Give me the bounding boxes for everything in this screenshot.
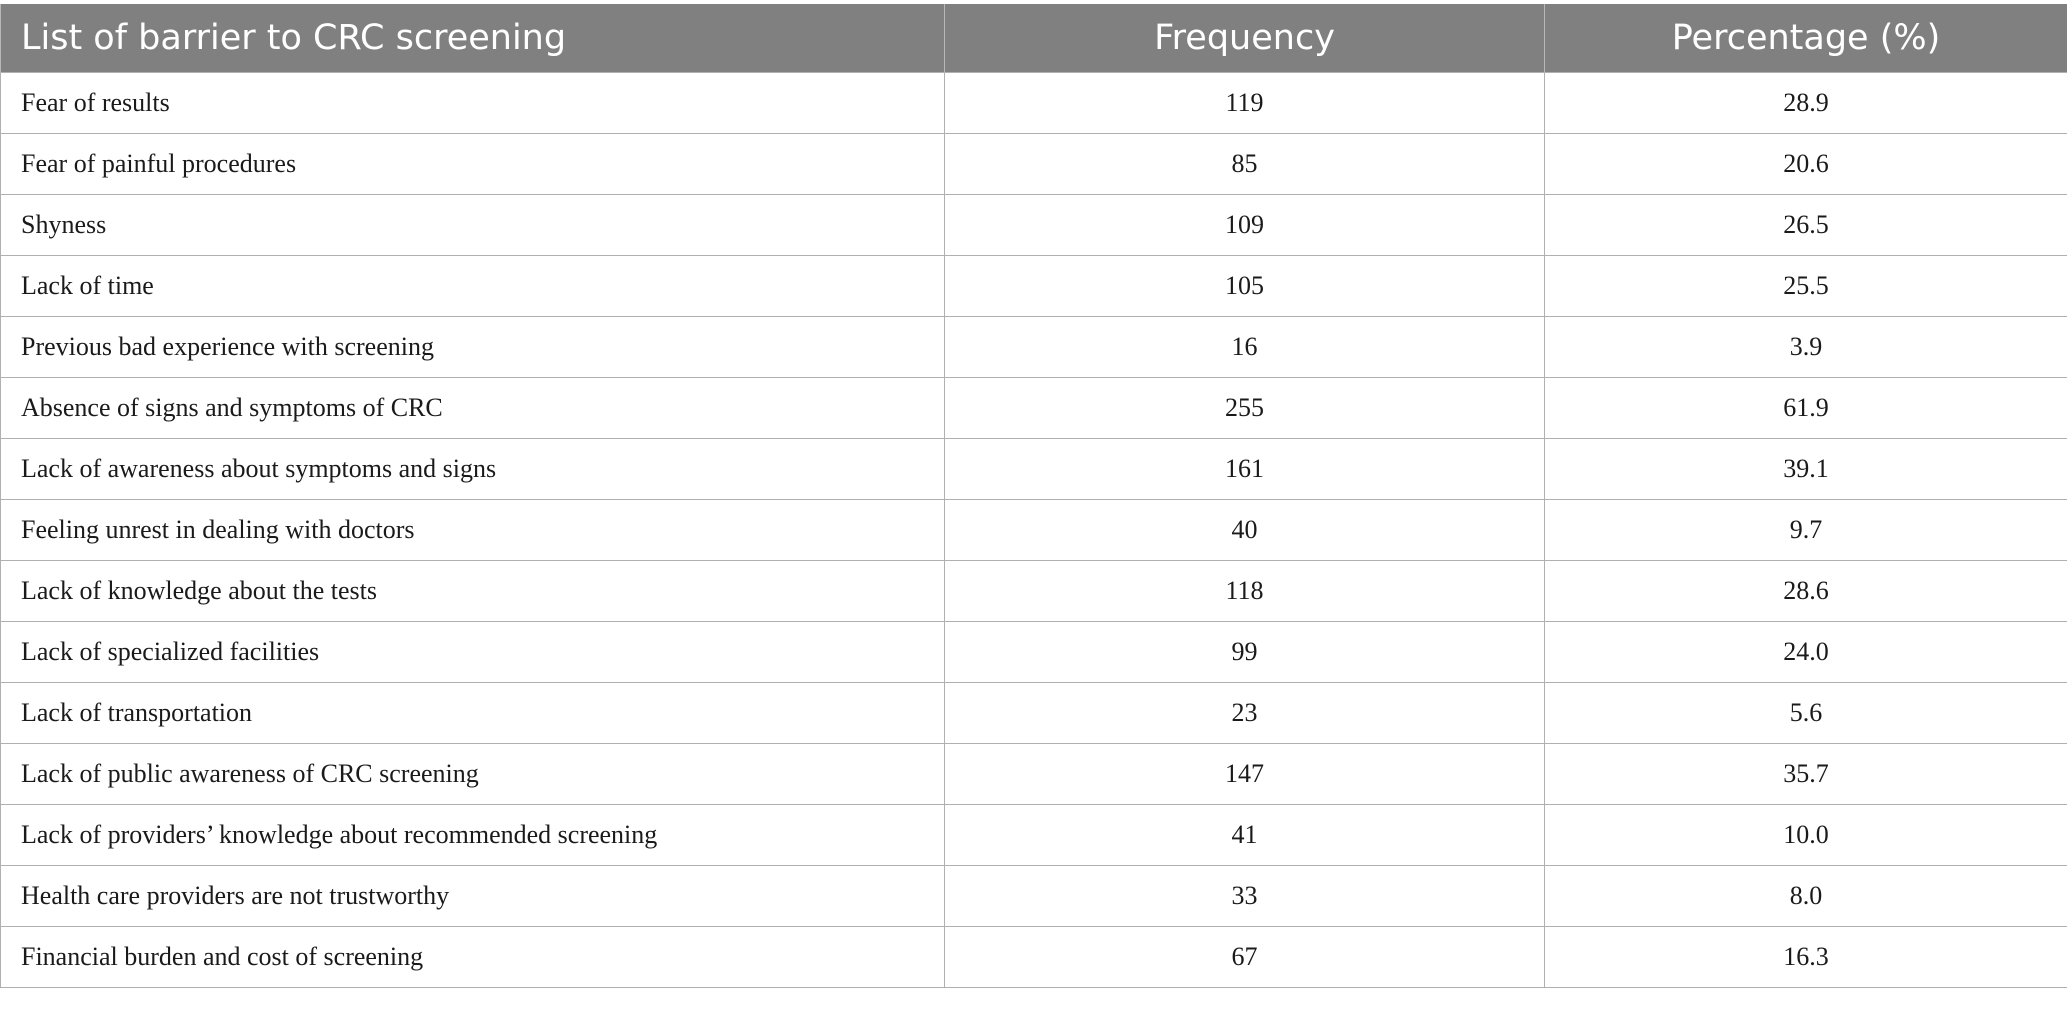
table-row xyxy=(1,866,2067,927)
frequency-cell: 41 xyxy=(945,805,1545,866)
table-row xyxy=(1,317,2067,378)
frequency-cell: 105 xyxy=(945,256,1545,317)
barriers-table xyxy=(0,4,2067,988)
barrier-cell: Lack of specialized facilities xyxy=(1,622,945,683)
frequency-cell: 119 xyxy=(945,73,1545,134)
barrier-cell: Shyness xyxy=(1,195,945,256)
barrier-cell: Absence of signs and symptoms of CRC xyxy=(1,378,945,439)
percentage-cell: 35.7 xyxy=(1545,744,2067,805)
percentage-cell: 28.6 xyxy=(1545,561,2067,622)
table-row xyxy=(1,744,2067,805)
percentage-cell: 28.9 xyxy=(1545,73,2067,134)
frequency-cell: 118 xyxy=(945,561,1545,622)
frequency-cell: 40 xyxy=(945,500,1545,561)
barrier-cell: Feeling unrest in dealing with doctors xyxy=(1,500,945,561)
barrier-cell: Lack of knowledge about the tests xyxy=(1,561,945,622)
frequency-cell: 67 xyxy=(945,927,1545,988)
table-row xyxy=(1,378,2067,439)
percentage-cell: 16.3 xyxy=(1545,927,2067,988)
table-row xyxy=(1,622,2067,683)
header-row xyxy=(1,4,2067,73)
barrier-cell: Lack of public awareness of CRC screening xyxy=(1,744,945,805)
barriers-table-container xyxy=(0,4,2067,988)
barrier-cell: Lack of providers’ knowledge about recommended screening xyxy=(1,805,945,866)
barrier-cell: Lack of transportation xyxy=(1,683,945,744)
frequency-cell: 33 xyxy=(945,866,1545,927)
percentage-cell: 9.7 xyxy=(1545,500,2067,561)
percentage-cell: 20.6 xyxy=(1545,134,2067,195)
header-barrier: List of barrier to CRC screening xyxy=(1,4,945,73)
table-row xyxy=(1,500,2067,561)
table-header xyxy=(1,4,2067,73)
percentage-cell: 24.0 xyxy=(1545,622,2067,683)
barrier-cell: Fear of painful procedures xyxy=(1,134,945,195)
percentage-cell: 39.1 xyxy=(1545,439,2067,500)
table-row xyxy=(1,439,2067,500)
table-body xyxy=(1,73,2067,988)
barrier-cell: Previous bad experience with screening xyxy=(1,317,945,378)
percentage-cell: 3.9 xyxy=(1545,317,2067,378)
frequency-cell: 99 xyxy=(945,622,1545,683)
frequency-cell: 161 xyxy=(945,439,1545,500)
percentage-cell: 26.5 xyxy=(1545,195,2067,256)
barrier-cell: Lack of time xyxy=(1,256,945,317)
percentage-cell: 10.0 xyxy=(1545,805,2067,866)
percentage-cell: 61.9 xyxy=(1545,378,2067,439)
percentage-cell: 25.5 xyxy=(1545,256,2067,317)
barrier-cell: Fear of results xyxy=(1,73,945,134)
frequency-cell: 147 xyxy=(945,744,1545,805)
frequency-cell: 109 xyxy=(945,195,1545,256)
percentage-cell: 8.0 xyxy=(1545,866,2067,927)
percentage-cell: 5.6 xyxy=(1545,683,2067,744)
table-row xyxy=(1,561,2067,622)
barrier-cell: Health care providers are not trustworthy xyxy=(1,866,945,927)
table-row xyxy=(1,927,2067,988)
table-row xyxy=(1,256,2067,317)
frequency-cell: 85 xyxy=(945,134,1545,195)
table-row xyxy=(1,195,2067,256)
barrier-cell: Lack of awareness about symptoms and signs xyxy=(1,439,945,500)
table-row xyxy=(1,805,2067,866)
frequency-cell: 23 xyxy=(945,683,1545,744)
header-frequency: Frequency xyxy=(945,4,1545,73)
frequency-cell: 255 xyxy=(945,378,1545,439)
table-row xyxy=(1,73,2067,134)
frequency-cell: 16 xyxy=(945,317,1545,378)
barrier-cell: Financial burden and cost of screening xyxy=(1,927,945,988)
table-row xyxy=(1,134,2067,195)
header-percentage: Percentage (%) xyxy=(1545,4,2067,73)
table-row xyxy=(1,683,2067,744)
